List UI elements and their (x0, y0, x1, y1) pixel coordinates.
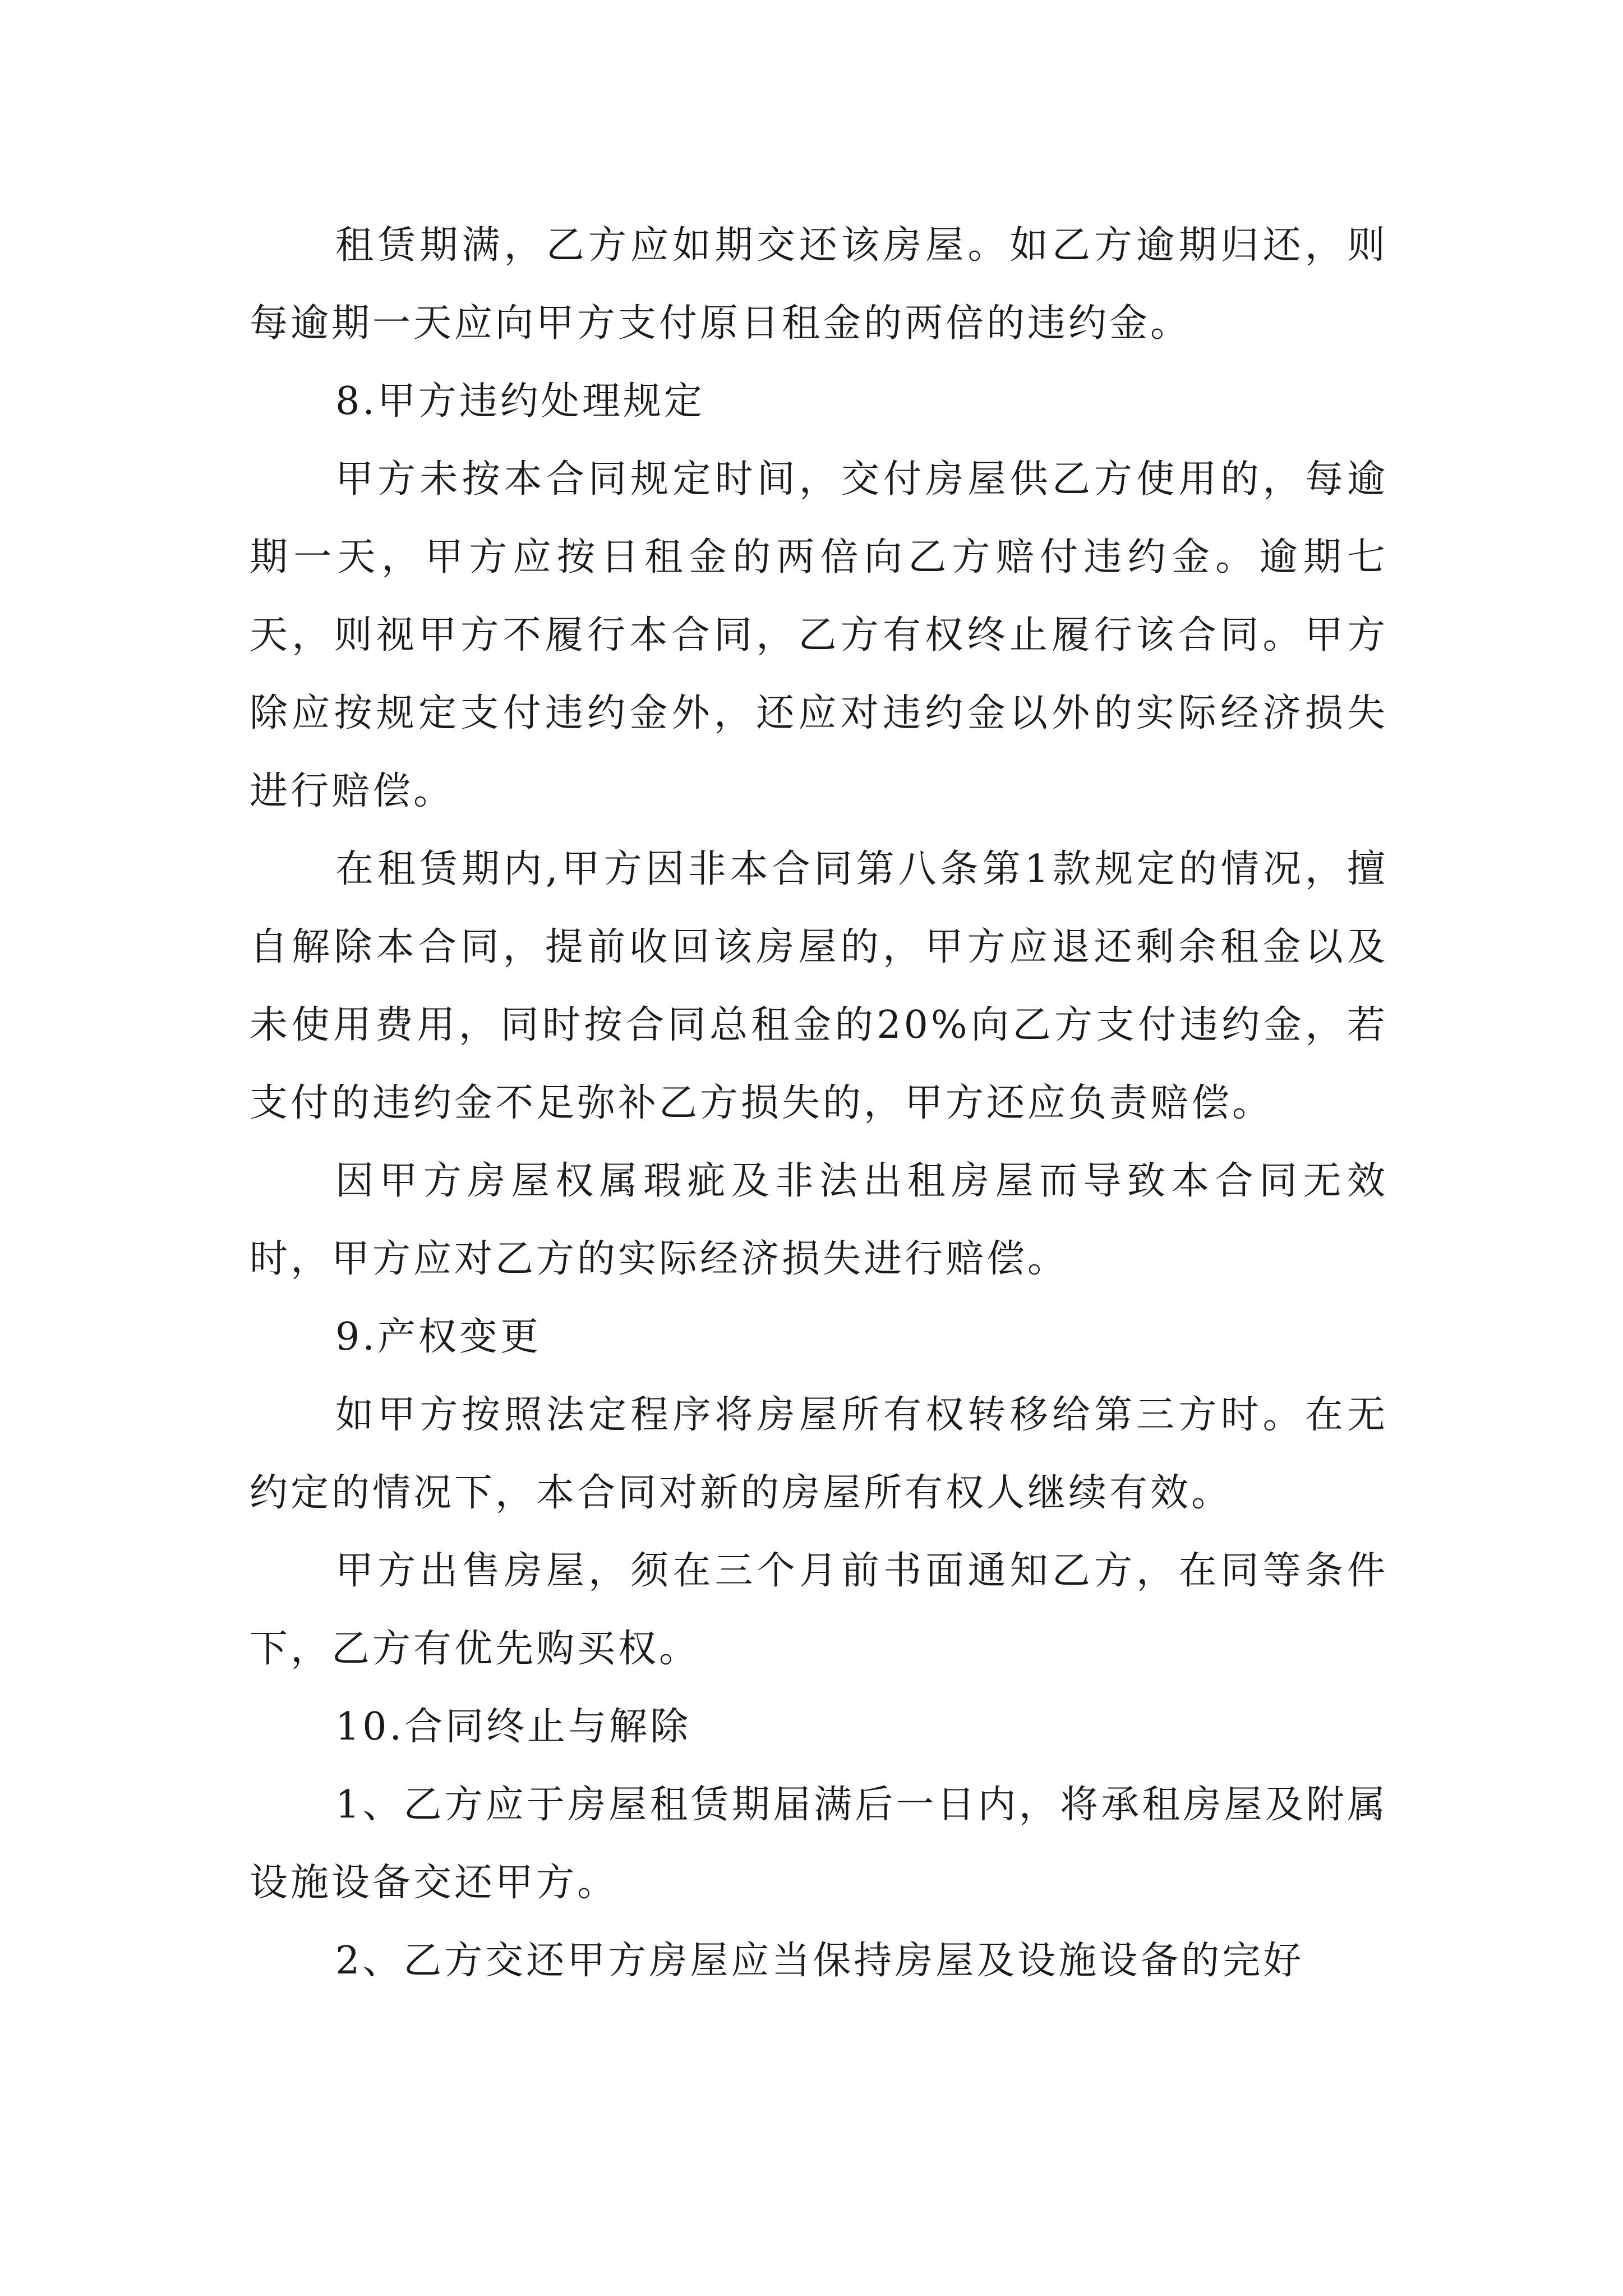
section-heading-10: 10.合同终止与解除 (335, 1705, 691, 1749)
document-body (250, 206, 1388, 2000)
paragraph-late-delivery: 甲方未按本合同规定时间，交付房屋供乙方使用的，每逾期一天，甲方应按日租金的两倍向乙方赔付违约金。逾期七天，则视甲方不履行本合同，乙方有权终止履行该合同。甲方除应按规定支付违约金外，还应对违约金以外的实际经济损失进行赔偿。 (250, 457, 1388, 813)
section-heading-8: 8.甲方违约处理规定 (335, 379, 705, 424)
paragraph-return-condition: 2、乙方交还甲方房屋应当保持房屋及设施设备的完好 (335, 1939, 1304, 1983)
paragraph-return-house: 1、乙方应于房屋租赁期届满后一日内，将承租房屋及附属设施设备交还甲方。 (250, 1783, 1388, 1905)
paragraph-sale-notice: 甲方出售房屋，须在三个月前书面通知乙方，在同等条件下，乙方有优先购买权。 (250, 1549, 1388, 1671)
section-heading-9: 9.产权变更 (335, 1315, 541, 1359)
paragraph-early-termination: 在租赁期内,甲方因非本合同第八条第1款规定的情况，擅自解除本合同，提前收回该房屋的，甲方应退还剩余租金以及未使用费用，同时按合同总租金的20%向乙方支付违约金，若支付的违约金不足弥补乙方损失的，甲方还应负责赔偿。 (250, 847, 1388, 1125)
paragraph-ownership-transfer: 如甲方按照法定程序将房屋所有权转移给第三方时。在无约定的情况下，本合同对新的房屋所有权人继续有效。 (250, 1393, 1388, 1515)
paragraph-title-defect: 因甲方房屋权属瑕疵及非法出租房屋而导致本合同无效时，甲方应对乙方的实际经济损失进行赔偿。 (250, 1159, 1388, 1281)
paragraph-lease-expiry: 租赁期满，乙方应如期交还该房屋。如乙方逾期归还，则每逾期一天应向甲方支付原日租金的两倍的违约金。 (250, 223, 1388, 346)
